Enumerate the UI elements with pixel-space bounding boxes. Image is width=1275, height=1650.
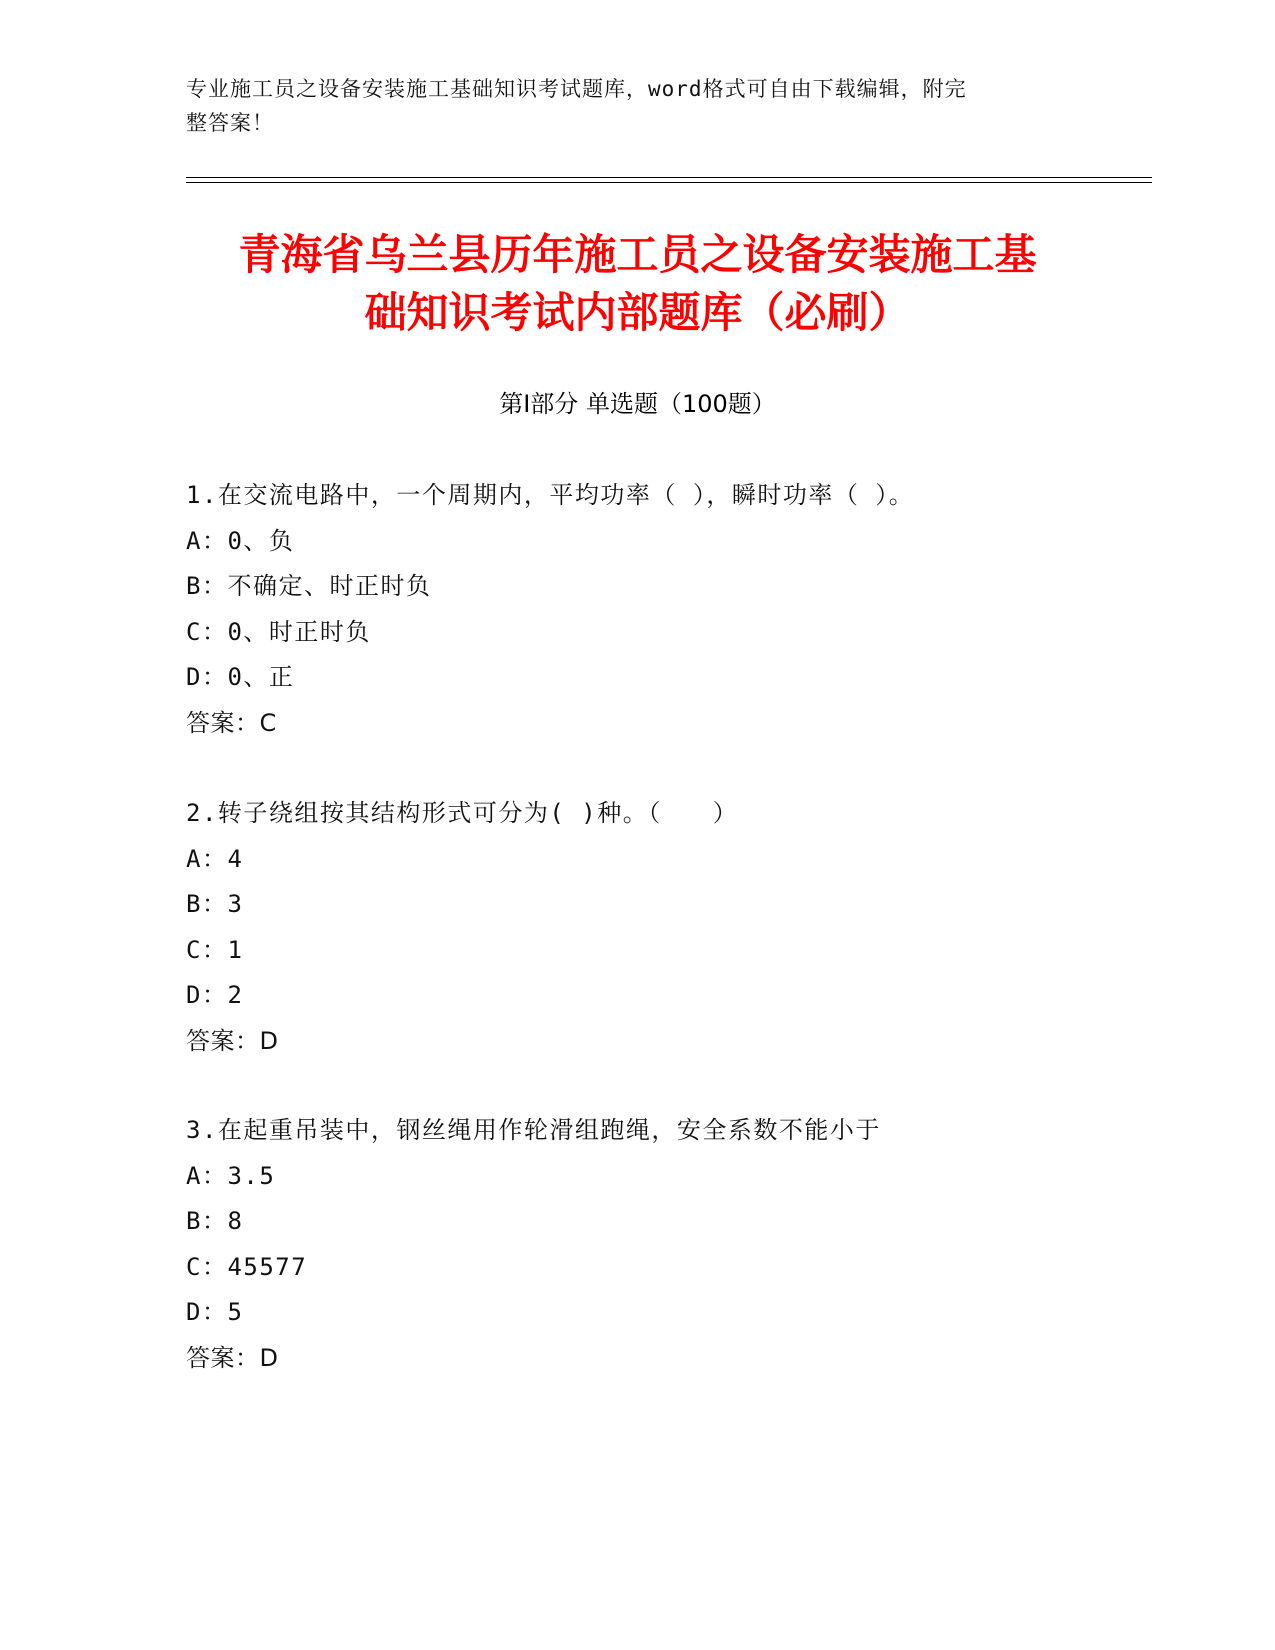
option-d: D：5 [186, 1298, 244, 1326]
option-a: A：0、负 [186, 526, 295, 555]
option-d: D：2 [186, 981, 244, 1009]
header-note-line-1: 专业施工员之设备安装施工基础知识考试题库，word格式可自由下载编辑，附完 [186, 77, 967, 101]
option-c: C：0、时正时负 [186, 617, 371, 646]
answer: 答案：D [186, 1343, 279, 1372]
document-title-line-1: 青海省乌兰县历年施工员之设备安装施工基 [238, 230, 1037, 279]
option-a: A：3.5 [186, 1161, 276, 1190]
answer: 答案：D [186, 1026, 279, 1055]
document-title-line-2: 础知识考试内部题库（必刷） [364, 288, 911, 337]
question-stem: 2.转子绕组按其结构形式可分为( )种。（ ） [186, 799, 739, 827]
option-b: B：8 [186, 1207, 244, 1235]
question-3 [186, 1108, 1146, 1381]
header-note-line-2: 整答案！ [186, 111, 274, 135]
option-d: D：0、正 [186, 663, 295, 691]
option-c: C：1 [186, 935, 244, 964]
option-b: B：3 [186, 890, 244, 918]
answer: 答案：C [186, 708, 277, 737]
header-divider-top [186, 177, 1152, 178]
question-stem: 3.在起重吊装中，钢丝绳用作轮滑组跑绳，安全系数不能小于 [186, 1116, 881, 1144]
option-c: C：45577 [186, 1252, 308, 1281]
document-title [150, 226, 1125, 342]
option-b: B：不确定、时正时负 [186, 572, 432, 600]
section-heading: 第Ⅰ部分 单选题（100题） [499, 390, 776, 418]
question-2 [186, 791, 1146, 1064]
header-note [186, 72, 1066, 140]
header-divider-bottom [186, 182, 1152, 183]
question-1 [186, 473, 1146, 746]
question-stem: 1.在交流电路中，一个周期内，平均功率（ ），瞬时功率（ ）。 [186, 481, 915, 509]
option-a: A：4 [186, 844, 244, 873]
